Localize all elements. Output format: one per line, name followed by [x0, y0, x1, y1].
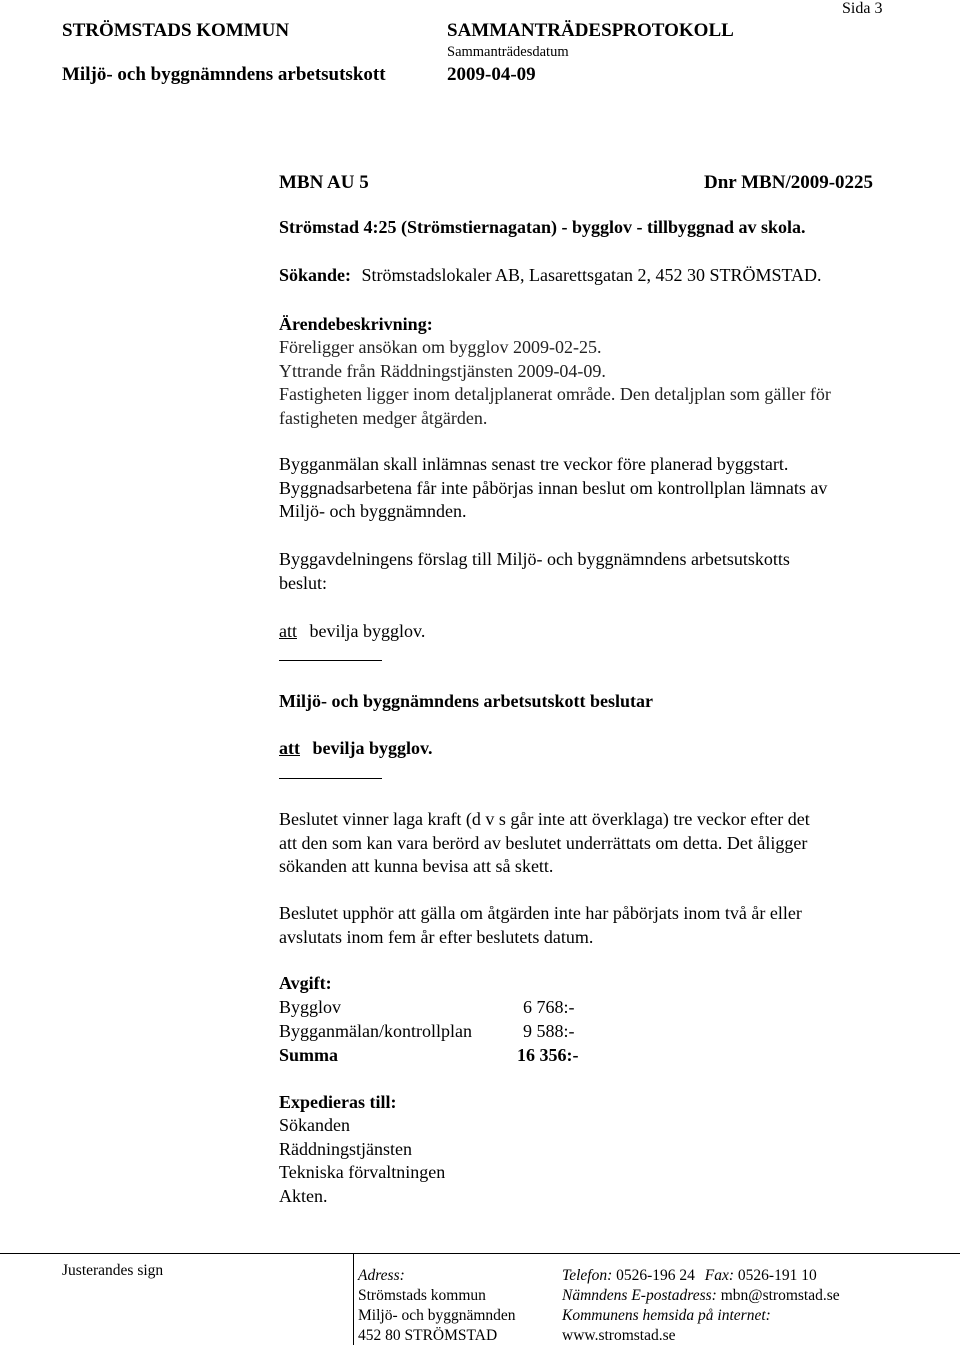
- fee-amount: 9 588:-: [523, 1021, 575, 1041]
- legal-line: avslutats inom fem år efter beslutets datum.: [279, 926, 594, 947]
- address-line: Strömstads kommun: [358, 1287, 486, 1304]
- proposal-text: [279, 548, 790, 595]
- notice-line: Byggnadsarbetena får inte påbörjas innan beslut om kontrollplan lämnats av: [279, 477, 828, 498]
- address-label: Adress:: [358, 1267, 405, 1284]
- case-title: Strömstad 4:25 (Strömstiernagatan) - bygglov - tillbyggnad av skola.: [279, 217, 806, 237]
- document-type: SAMMANTRÄDESPROTOKOLL: [447, 20, 734, 41]
- divider: [279, 778, 382, 779]
- applicant-row: [279, 265, 822, 286]
- case-number: MBN AU 5: [279, 172, 369, 193]
- proposal-line: Byggavdelningens förslag till Miljö- och byggnämndens arbetsutskotts: [279, 549, 790, 569]
- dispatch-item: Sökanden: [279, 1115, 350, 1135]
- applicant-label: Sökande:: [279, 265, 352, 285]
- address-line: 452 80 STRÖMSTAD: [358, 1327, 498, 1344]
- dispatch-item: Räddningstjänsten: [279, 1138, 412, 1159]
- legal-line: Beslutet upphör att gälla om åtgärden inte har påbörjats inom två år eller: [279, 903, 802, 923]
- fax-value: 0526-191 10: [737, 1267, 817, 1284]
- legal-line: att den som kan vara berörd av beslutet underrättats om detta. Det åligger: [279, 832, 808, 853]
- decision-text: bevilja bygglov.: [312, 738, 433, 758]
- phone-row: [562, 1266, 840, 1286]
- decision-heading: Miljö- och byggnämndens arbetsutskott beslutar: [279, 691, 654, 711]
- dispatch-item: Akten.: [279, 1185, 328, 1206]
- legal-text-1: [279, 808, 810, 879]
- email-row: [562, 1286, 840, 1306]
- dispatch-list: [279, 1114, 445, 1208]
- footer-rule: [0, 1253, 960, 1254]
- dispatch-heading: Expedieras till:: [279, 1092, 397, 1112]
- fax-label: Fax:: [704, 1267, 735, 1284]
- description-line: Fastigheten ligger inom detaljplanerat område. Den detaljplan som gäller för: [279, 384, 831, 404]
- decision-att: att: [279, 738, 300, 758]
- web-label: Kommunens hemsida på internet:: [562, 1307, 771, 1324]
- description-line: fastigheten medger åtgärden.: [279, 407, 488, 428]
- web-link[interactable]: www.stromstad.se: [562, 1327, 676, 1344]
- proposal-line: beslut:: [279, 572, 327, 593]
- notice-line: Miljö- och byggnämnden.: [279, 501, 467, 521]
- decision-att-row: [279, 738, 433, 759]
- page-number: Sida 3: [842, 0, 883, 17]
- address-line: Miljö- och byggnämnden: [358, 1307, 516, 1324]
- dispatch-item: Tekniska förvaltningen: [279, 1162, 446, 1182]
- footer-address: [358, 1266, 516, 1346]
- proposal-att-row: [279, 621, 425, 642]
- fee-total-label: Summa: [279, 1045, 339, 1065]
- footer-contact: [562, 1266, 840, 1346]
- applicant-value: Strömstadslokaler AB, Lasarettsgatan 2, 452 30 STRÖMSTAD.: [361, 265, 822, 285]
- meeting-date: 2009-04-09: [447, 64, 536, 85]
- fee-label: Bygglov: [279, 997, 342, 1017]
- footer-divider: [353, 1253, 354, 1345]
- fee-label: Bygganmälan/kontrollplan: [279, 1021, 472, 1041]
- committee-name: Miljö- och byggnämndens arbetsutskott: [62, 64, 386, 85]
- fees-heading: Avgift:: [279, 973, 332, 993]
- proposal-text-value: bevilja bygglov.: [309, 621, 426, 641]
- meeting-date-label: Sammanträdesdatum: [447, 44, 569, 60]
- legal-line: Beslutet vinner laga kraft (d v s går inte att överklaga) tre veckor efter det: [279, 809, 810, 829]
- phone-value: 0526-196 24: [616, 1267, 695, 1284]
- divider: [279, 660, 382, 661]
- email-value[interactable]: mbn@stromstad.se: [720, 1287, 840, 1304]
- email-label: Nämndens E-postadress:: [562, 1287, 717, 1304]
- description-text: [279, 336, 831, 430]
- description-heading: Ärendebeskrivning:: [279, 314, 433, 334]
- case-dnr: Dnr MBN/2009-0225: [704, 172, 874, 193]
- legal-line: sökanden att kunna bevisa att så skett.: [279, 856, 554, 876]
- municipality-name: STRÖMSTADS KOMMUN: [62, 20, 290, 41]
- sign-label: Justerandes sign: [62, 1262, 164, 1279]
- description-line: Föreligger ansökan om bygglov 2009-02-25.: [279, 337, 602, 357]
- legal-text-2: [279, 902, 802, 949]
- description-line: Yttrande från Räddningstjänsten 2009-04-09.: [279, 360, 606, 381]
- proposal-att: att: [279, 621, 297, 641]
- phone-label: Telefon:: [562, 1267, 613, 1284]
- fee-total-amount: 16 356:-: [517, 1045, 579, 1065]
- notice-text: [279, 453, 827, 524]
- notice-line: Bygganmälan skall inlämnas senast tre veckor före planerad byggstart.: [279, 454, 789, 474]
- fee-amount: 6 768:-: [523, 997, 575, 1017]
